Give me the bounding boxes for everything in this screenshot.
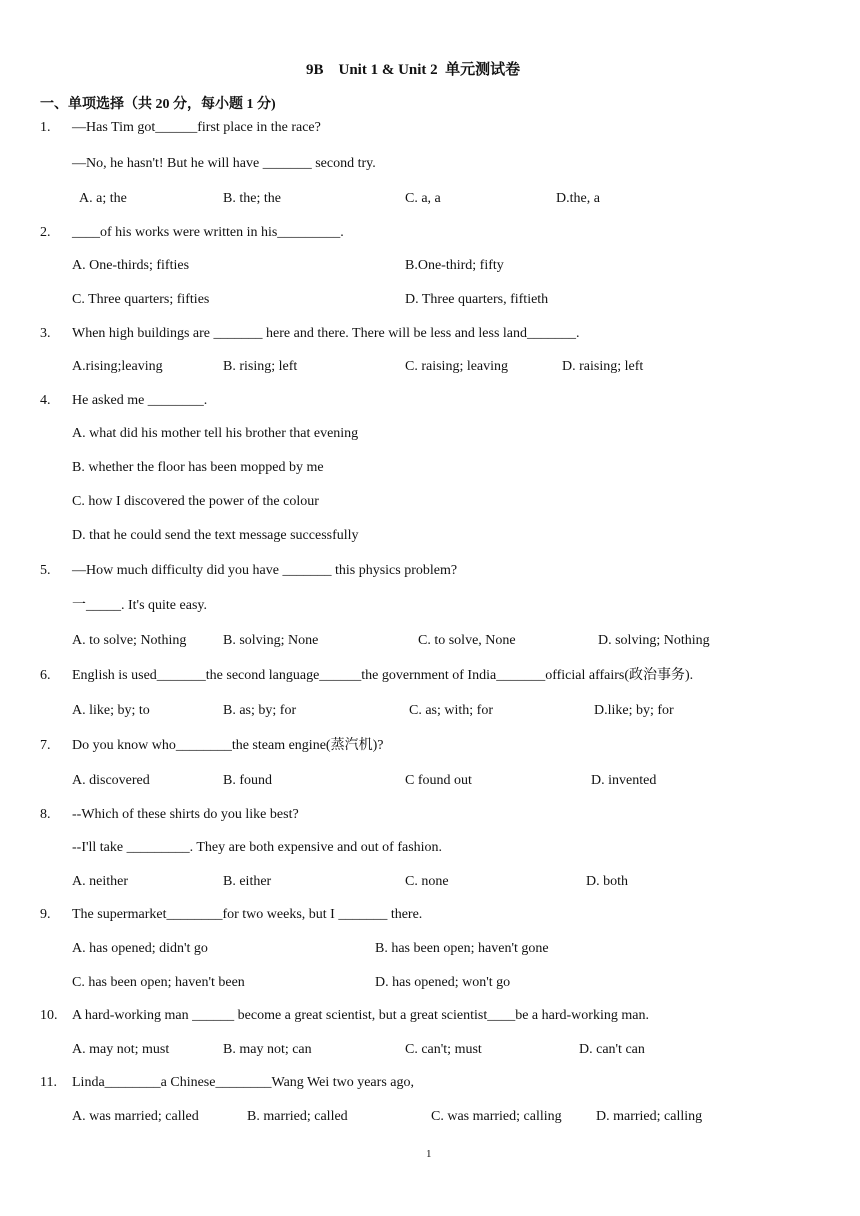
question-number: 6. <box>40 668 51 683</box>
option-b: B.One-third; fifty <box>405 258 504 273</box>
option-b: B. married; called <box>247 1109 348 1124</box>
option-a: A. neither <box>72 874 128 889</box>
question-number: 10. <box>40 1008 58 1023</box>
option-b: B. has been open; haven't gone <box>375 941 549 956</box>
option-d: D.the, a <box>556 191 600 206</box>
question-number: 11. <box>40 1075 57 1090</box>
question-text: The supermarket________for two weeks, but I _______ there. <box>72 907 423 922</box>
option-b: B. found <box>223 773 272 788</box>
option-c: C. raising; leaving <box>405 359 509 374</box>
option-c: C. has been open; haven't been <box>72 975 245 990</box>
option-c: C. to solve, None <box>418 633 516 648</box>
option-b: B. rising; left <box>223 359 298 374</box>
question-text: —How much difficulty did you have _______ this physics problem? <box>72 563 458 578</box>
question-text: A hard-working man ______ become a great scientist, but a great scientist____be a hard-working man. <box>72 1008 649 1023</box>
option-a: A. to solve; Nothing <box>72 633 187 648</box>
option-c: C found out <box>405 773 472 788</box>
option-a: A. discovered <box>72 773 150 788</box>
question-text: --I'll take _________. They are both expensive and out of fashion. <box>72 840 443 855</box>
option-a: A. One-thirds; fifties <box>72 258 190 273</box>
option-d: D. raising; left <box>562 359 644 374</box>
option-d: D. both <box>586 874 628 889</box>
option-d: D. solving; Nothing <box>598 633 710 648</box>
question-text: He asked me ________. <box>72 393 208 408</box>
question-number: 1. <box>40 120 51 135</box>
option-c: C. a, a <box>405 191 441 206</box>
question-text: —Has Tim got______first place in the race? <box>72 120 321 135</box>
page-title: 9B Unit 1 & Unit 2 单元测试卷 <box>306 62 521 78</box>
option-b: B. may not; can <box>223 1042 312 1057</box>
page-number: 1 <box>426 1148 432 1160</box>
option-d: D. has opened; won't go <box>375 975 511 990</box>
question-text: English is used_______the second language______the government of India_______official affairs(政治事务). <box>72 668 694 683</box>
option-c: C. Three quarters; fifties <box>72 292 210 307</box>
option-a: A. what did his mother tell his brother that evening <box>72 426 359 441</box>
option-c: C. as; with; for <box>409 703 493 718</box>
question-number: 5. <box>40 563 51 578</box>
question-number: 8. <box>40 807 51 822</box>
question-text: ____of his works were written in his_________. <box>72 225 344 240</box>
option-a: A. like; by; to <box>72 703 150 718</box>
option-d: D.like; by; for <box>594 703 674 718</box>
question-text: —No, he hasn't! But he will have _______ second try. <box>72 156 376 171</box>
option-d: D. invented <box>591 773 657 788</box>
option-a: A. was married; called <box>72 1109 199 1124</box>
question-number: 7. <box>40 738 51 753</box>
option-b: B. either <box>223 874 272 889</box>
option-b: B. solving; None <box>223 633 319 648</box>
question-text: 一_____. It's quite easy. <box>72 598 207 613</box>
option-d: D. can't can <box>579 1042 645 1057</box>
option-c: C. none <box>405 874 449 889</box>
section-heading: 一、单项选择（共 20 分，每小题 1 分) <box>40 97 276 112</box>
question-number: 3. <box>40 326 51 341</box>
question-text: --Which of these shirts do you like best? <box>72 807 299 822</box>
option-d: D. married; calling <box>596 1109 703 1124</box>
option-c: C. can't; must <box>405 1042 482 1057</box>
option-a: A. may not; must <box>72 1042 170 1057</box>
question-text: When high buildings are _______ here and there. There will be less and less land_______. <box>72 326 580 341</box>
question-text: Linda________a Chinese________Wang Wei two years ago, <box>72 1075 414 1090</box>
option-a: A. has opened; didn't go <box>72 941 208 956</box>
option-b: B. as; by; for <box>223 703 297 718</box>
option-c: C. how I discovered the power of the colour <box>72 494 319 509</box>
option-d: D. Three quarters, fiftieth <box>405 292 549 307</box>
option-d: D. that he could send the text message successfully <box>72 528 359 543</box>
option-b: B. the; the <box>223 191 281 206</box>
option-b: B. whether the floor has been mopped by me <box>72 460 324 475</box>
question-text: Do you know who________the steam engine(蒸汽机)? <box>72 738 384 753</box>
question-number: 2. <box>40 225 51 240</box>
option-a: A. a; the <box>79 191 127 206</box>
option-c: C. was married; calling <box>431 1109 562 1124</box>
option-a: A.rising;leaving <box>72 359 163 374</box>
question-number: 4. <box>40 393 51 408</box>
question-number: 9. <box>40 907 51 922</box>
